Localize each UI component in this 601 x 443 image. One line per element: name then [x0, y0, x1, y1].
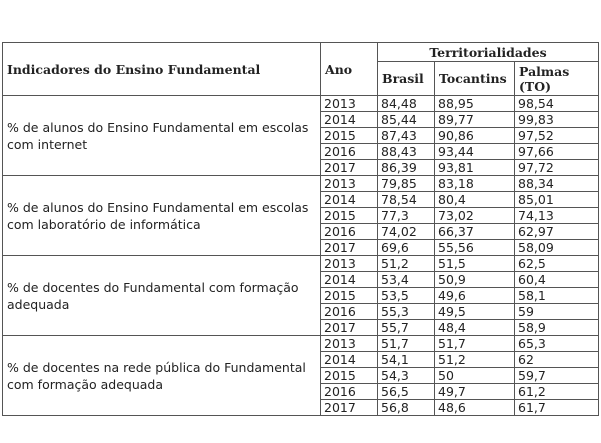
table-body [3, 96, 599, 416]
year-cell: 2017 [321, 400, 378, 416]
brasil-cell: 53,4 [378, 272, 435, 288]
palmas-cell: 88,34 [515, 176, 599, 192]
palmas-cell: 58,09 [515, 240, 599, 256]
year-cell: 2016 [321, 304, 378, 320]
tocantins-cell: 89,77 [435, 112, 515, 128]
palmas-cell: 58,1 [515, 288, 599, 304]
palmas-cell: 60,4 [515, 272, 599, 288]
brasil-cell: 55,7 [378, 320, 435, 336]
palmas-cell: 62 [515, 352, 599, 368]
tocantins-cell: 50,9 [435, 272, 515, 288]
brasil-cell: 88,43 [378, 144, 435, 160]
year-cell: 2013 [321, 176, 378, 192]
brasil-cell: 79,85 [378, 176, 435, 192]
header-palmas: Palmas (TO) [515, 62, 599, 96]
tocantins-cell: 48,6 [435, 400, 515, 416]
tocantins-cell: 93,81 [435, 160, 515, 176]
brasil-cell: 87,43 [378, 128, 435, 144]
header-territories: Territorialidades [378, 43, 599, 62]
header-indicator: Indicadores do Ensino Fundamental [3, 43, 321, 96]
brasil-cell: 54,3 [378, 368, 435, 384]
palmas-cell: 74,13 [515, 208, 599, 224]
brasil-cell: 78,54 [378, 192, 435, 208]
table-row [3, 176, 599, 192]
palmas-cell: 85,01 [515, 192, 599, 208]
palmas-cell: 61,2 [515, 384, 599, 400]
brasil-cell: 54,1 [378, 352, 435, 368]
year-cell: 2015 [321, 128, 378, 144]
tocantins-cell: 51,5 [435, 256, 515, 272]
year-cell: 2013 [321, 336, 378, 352]
brasil-cell: 56,8 [378, 400, 435, 416]
tocantins-cell: 55,56 [435, 240, 515, 256]
year-cell: 2014 [321, 112, 378, 128]
brasil-cell: 86,39 [378, 160, 435, 176]
brasil-cell: 56,5 [378, 384, 435, 400]
indicator-label: % de alunos do Ensino Fundamental em escolas com laboratório de informática [3, 176, 321, 256]
table-row [3, 256, 599, 272]
brasil-cell: 51,2 [378, 256, 435, 272]
palmas-cell: 98,54 [515, 96, 599, 112]
tocantins-cell: 50 [435, 368, 515, 384]
year-cell: 2017 [321, 320, 378, 336]
year-cell: 2013 [321, 96, 378, 112]
palmas-cell: 97,52 [515, 128, 599, 144]
tocantins-cell: 51,2 [435, 352, 515, 368]
tocantins-cell: 93,44 [435, 144, 515, 160]
brasil-cell: 69,6 [378, 240, 435, 256]
tocantins-cell: 49,5 [435, 304, 515, 320]
tocantins-cell: 80,4 [435, 192, 515, 208]
header-tocantins: Tocantins [435, 62, 515, 96]
year-cell: 2016 [321, 224, 378, 240]
tocantins-cell: 73,02 [435, 208, 515, 224]
year-cell: 2014 [321, 352, 378, 368]
indicator-label: % de docentes na rede pública do Fundamental com formação adequada [3, 336, 321, 416]
brasil-cell: 51,7 [378, 336, 435, 352]
brasil-cell: 55,3 [378, 304, 435, 320]
palmas-cell: 59 [515, 304, 599, 320]
year-cell: 2015 [321, 368, 378, 384]
year-cell: 2013 [321, 256, 378, 272]
tocantins-cell: 48,4 [435, 320, 515, 336]
header-year: Ano [321, 43, 378, 96]
palmas-cell: 59,7 [515, 368, 599, 384]
table-row [3, 96, 599, 112]
tocantins-cell: 88,95 [435, 96, 515, 112]
palmas-cell: 97,66 [515, 144, 599, 160]
year-cell: 2015 [321, 288, 378, 304]
palmas-cell: 99,83 [515, 112, 599, 128]
brasil-cell: 53,5 [378, 288, 435, 304]
indicator-label: % de docentes do Fundamental com formação adequada [3, 256, 321, 336]
tocantins-cell: 49,7 [435, 384, 515, 400]
year-cell: 2014 [321, 192, 378, 208]
year-cell: 2016 [321, 384, 378, 400]
brasil-cell: 74,02 [378, 224, 435, 240]
tocantins-cell: 49,6 [435, 288, 515, 304]
indicator-label: % de alunos do Ensino Fundamental em escolas com internet [3, 96, 321, 176]
header-brasil: Brasil [378, 62, 435, 96]
palmas-cell: 65,3 [515, 336, 599, 352]
palmas-cell: 62,5 [515, 256, 599, 272]
tocantins-cell: 83,18 [435, 176, 515, 192]
tocantins-cell: 66,37 [435, 224, 515, 240]
palmas-cell: 61,7 [515, 400, 599, 416]
year-cell: 2015 [321, 208, 378, 224]
tocantins-cell: 90,86 [435, 128, 515, 144]
indicators-table [2, 42, 599, 416]
brasil-cell: 85,44 [378, 112, 435, 128]
palmas-cell: 62,97 [515, 224, 599, 240]
brasil-cell: 77,3 [378, 208, 435, 224]
palmas-cell: 58,9 [515, 320, 599, 336]
tocantins-cell: 51,7 [435, 336, 515, 352]
table-row [3, 336, 599, 352]
brasil-cell: 84,48 [378, 96, 435, 112]
year-cell: 2014 [321, 272, 378, 288]
year-cell: 2017 [321, 240, 378, 256]
year-cell: 2016 [321, 144, 378, 160]
palmas-cell: 97,72 [515, 160, 599, 176]
year-cell: 2017 [321, 160, 378, 176]
